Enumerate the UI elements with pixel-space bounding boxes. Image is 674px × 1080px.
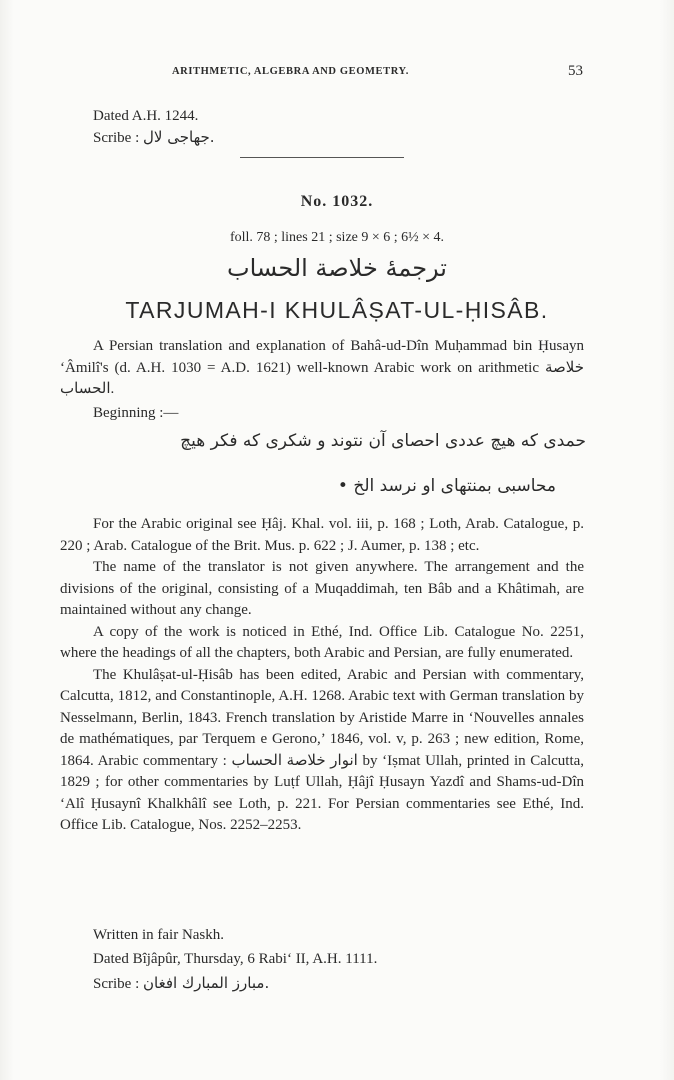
dated-line: Dated Bîjâpûr, Thursday, 6 Rabiʻ II, A.H. 1111. bbox=[93, 951, 378, 967]
previous-entry-dated: Dated A.H. 1244. bbox=[93, 108, 199, 124]
written-line: Written in fair Naskh. bbox=[93, 927, 225, 943]
running-title: ARITHMETIC, ALGEBRA AND GEOMETRY. bbox=[172, 66, 409, 77]
entry-number: No. 1032. bbox=[300, 193, 374, 210]
scribe-label: Scribe : bbox=[93, 130, 140, 146]
para-original: For the Arabic original see Ḥâj. Khal. vol. iii, p. 168 ; Loth, Arab. Catalogue, p. 220 ; Arab. Catalogue of the Brit. Mus. p. 622 ; J. Aumer, p. 138 ; etc. bbox=[60, 516, 584, 554]
page-number: 53 bbox=[568, 63, 583, 79]
notes-block bbox=[60, 514, 584, 837]
section-divider bbox=[240, 157, 404, 158]
running-header bbox=[0, 63, 674, 86]
scribe-line bbox=[93, 973, 269, 994]
description-paragraph: A Persian translation and explanation of Bahâ-ud-Dîn Muḥammad bin Ḥusayn ʻÂmilî's (d. A.H. 1030 = A.D. 1621) well-known Arabic work on arithmetic خلاصة الحساب. bbox=[60, 338, 584, 397]
entry-title: TARJUMAH-I KHULÂṢAT-UL-ḤISÂB. bbox=[125, 297, 549, 323]
para-edited: The Khulâṣat-ul-Ḥisâb has been edited, Arabic and Persian with commentary, Calcutta, 1812, and Constantinople, A.H. 1268. Arabic text with German translation by Nesselmann, Berlin, 1843. French translation by Aristide Marre in ‘Nouvelles annales de mathématiques, par Terquem e Gerono,’ 1846, vol. v, p. 263 ; new edition, Rome, 1864. Arabic commentary : انوار خلاصة الحساب by ʻIṣmat Ullah, printed in Calcutta, 1829 ; for other commentaries by Luṭf Ullah, Ḥâjî Ḥusayn Yazdî and Shams-ud-Dîn ʻAlî Ḥusaynî Khalkhâlî see Loth, p. 221. For Persian commentaries see Ethé, Ind. Office Lib. Catalogue, Nos. 2252–2253. bbox=[60, 666, 585, 833]
para-translator: The name of the translator is not given anywhere. The arrangement and the divisions of the original, consisting of a Muqaddimah, ten Bâb and a Khâtimah, are maintained without any change. bbox=[60, 559, 584, 618]
physical-description: foll. 78 ; lines 21 ; size 9 × 6 ; 6½ × 4. bbox=[229, 230, 445, 245]
scribe-name: مبارز المبارك افغان. bbox=[143, 974, 270, 992]
beginning-text-line-2: محاسبی بمنتهای او نرسد الخ • bbox=[337, 476, 556, 496]
beginning-label: Beginning :— bbox=[93, 405, 179, 421]
beginning-text-line-1: حمدی که هیچ عددی احصای آن نتوند و شکری که فکر هیچ bbox=[180, 431, 586, 451]
para-copy: A copy of the work is noticed in Ethé, Ind. Office Lib. Catalogue No. 2251, where the headings of all the chapters, both Arabic and Persian, are fully enumerated. bbox=[60, 623, 584, 661]
scribe-name: جهاجی لال. bbox=[143, 128, 215, 146]
arabic-title: ترجمهٔ خلاصة الحساب bbox=[227, 254, 447, 282]
previous-entry-scribe bbox=[93, 127, 215, 148]
scribe-label: Scribe : bbox=[93, 976, 140, 992]
description-block bbox=[60, 336, 584, 401]
